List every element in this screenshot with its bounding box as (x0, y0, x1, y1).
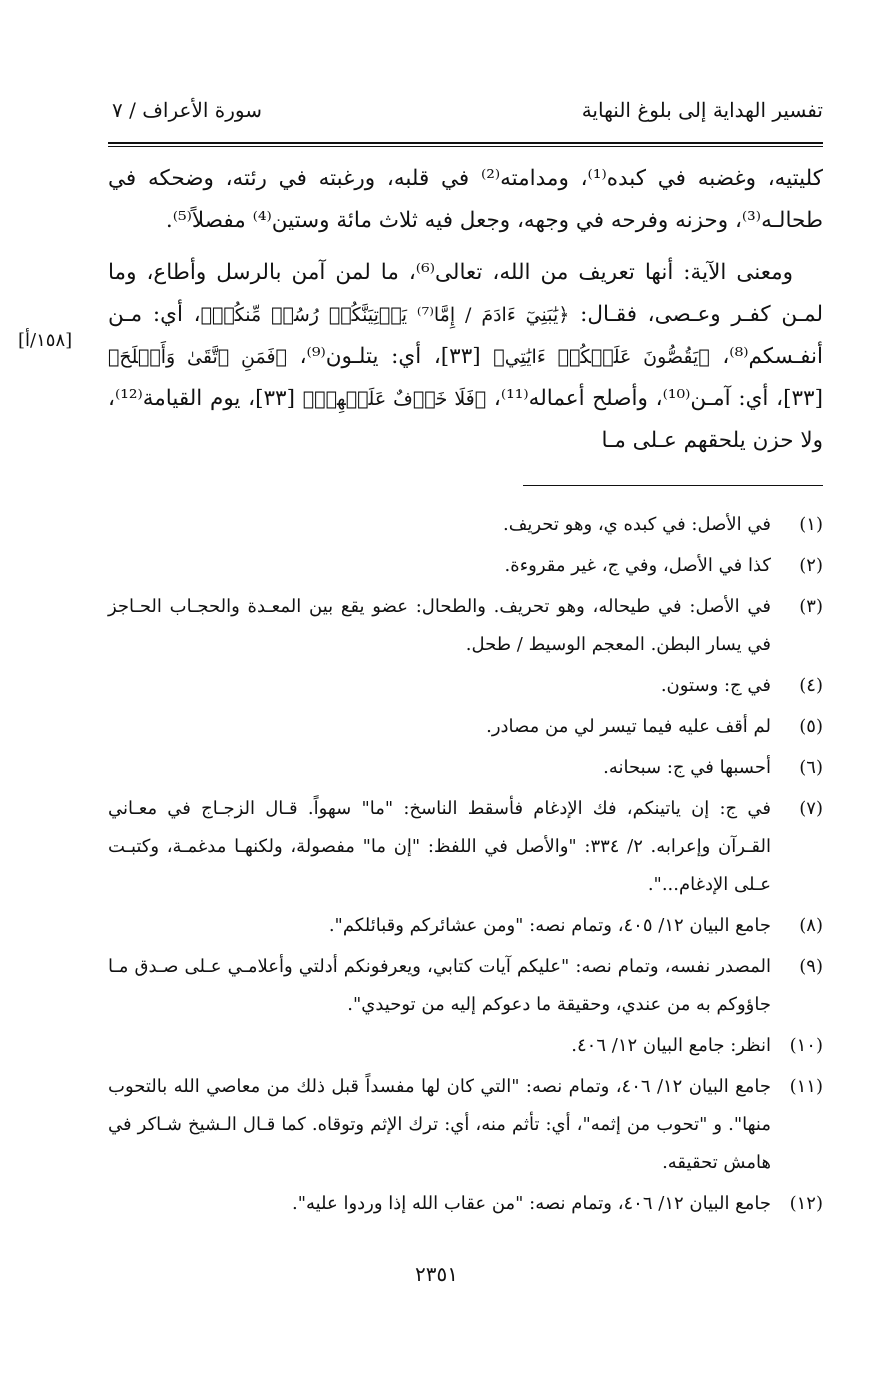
footnote-text: كذا في الأصل، وفي ج، غير مقروءة. (504, 555, 771, 576)
paragraph-2-text-a: ومعنى الآية: أنها تعريف من الله، تعالى⁽⁶⁾، ما لمن آمن بالرسل وأطاع، وما لمـن كفـر وعـصى، فقـال: (108, 260, 823, 327)
footnote (108, 506, 823, 544)
running-header-title: تفسير الهداية إلى بلوغ النهاية (581, 98, 823, 122)
footnote (108, 749, 823, 787)
footnote-text: لم أقف عليه فيما تيسر لي من مصادر. (486, 716, 771, 737)
footnote (108, 1185, 823, 1223)
footnote-text: أحسبها في ج: سبحانه. (603, 757, 771, 778)
main-text (108, 158, 823, 462)
manuscript-folio-note: [١٥٨/أ] (18, 330, 73, 351)
footnote (108, 948, 823, 1024)
footnote (108, 667, 823, 705)
quran-quote-2: ﴿يَقُصُّونَ عَلَيۡكُمۡ ءَايَٰتِي﴾ (493, 346, 710, 368)
paragraph-2-text-b: ، أي: مـن أنفـسكم⁽⁸⁾، (108, 302, 823, 369)
footnote-text: المصدر نفسه، وتمام نصه: "عليكم آيات كتابي، ويعرفونكم أدلتي وأعلامـي عـلى صـدق مـا جاؤوكم به من عندي، وحقيقة ما دعوكم إليه من توحيدي". (108, 956, 771, 1015)
footnote-text: في ج: وستون. (660, 675, 771, 696)
footnote-number: (٤) (799, 675, 823, 696)
footnote-number: (٩) (799, 956, 823, 977)
footnote-number: (١١) (789, 1076, 823, 1097)
paragraph-2-text-d: [٣٣]، أي: آمـن⁽¹⁰⁾، وأصلح أعماله⁽¹¹⁾، (486, 386, 823, 411)
footnote-number: (١٠) (789, 1035, 823, 1056)
paragraph-1: كليتيه، وغضبه في كبده⁽¹⁾، ومدامته⁽²⁾ في قلبه، ورغبته في رئته، وضحكه في طحالـه⁽³⁾، وحزنه وفرحه في وجهه، وجعل فيه ثلاث مائة وستين⁽⁴⁾ مفصلاً⁽⁵⁾. (108, 166, 824, 233)
paragraph-2-text-e: [٣٣]، يوم القيامة⁽¹²⁾، ولا حزن يلحقهم عـلى مـا (108, 386, 823, 453)
footnote-text: في ج: إن ياتينكم، فك الإدغام فأسقط الناسخ: "ما" سهواً. قـال الزجـاج في معـاني القـرآن وإعرابه. ٢/ ٣٣٤: "والأصل في اللفظ: "إن ما" مفصولة، ولكنهـا مدغمـة، وكتبـت عـلى الإدغام...". (108, 798, 771, 895)
footnote-text: انظر: جامع البيان ١٢/ ٤٠٦. (571, 1035, 771, 1056)
running-header-surah: سورة الأعراف / ٧ (112, 98, 263, 122)
footnote-number: (٧) (799, 798, 823, 819)
footnote-number: (٣) (799, 596, 823, 617)
footnotes (108, 506, 823, 1223)
footnote-text: جامع البيان ١٢/ ٤٠٥، وتمام نصه: "ومن عشائركم وقبائلكم". (328, 915, 771, 936)
footnote (108, 588, 823, 664)
footnote (108, 1068, 823, 1182)
page-number: ٢٣٥١ (415, 1262, 458, 1286)
quran-quote-1: ﴿يَٰبَنِيٓ ءَادَمَ / إِمَّا⁽⁷⁾ يَأۡتِيَنَّكُمۡ رُسُلٞ مِّنكُمۡ﴾ (200, 304, 570, 326)
footnote-number: (٨) (799, 915, 823, 936)
footnote-number: (٥) (799, 716, 823, 737)
footnote-number: (٦) (799, 757, 823, 778)
header-rule (108, 142, 823, 147)
footnote-text: في الأصل: في كبده ي، وهو تحريف. (503, 514, 771, 535)
footnote (108, 547, 823, 585)
footnote (108, 907, 823, 945)
footnote-number: (١٢) (789, 1193, 823, 1214)
footnote (108, 1027, 823, 1065)
footnote-text: جامع البيان ١٢/ ٤٠٦، وتمام نصه: "من عقاب الله إذا وردوا عليه". (291, 1193, 771, 1214)
paragraph-2-text-c: [٣٣]، أي: يتلـون⁽⁹⁾، (286, 344, 494, 369)
footnote-text: جامع البيان ١٢/ ٤٠٦، وتمام نصه: "التي كان لها مفسداً قبل ذلك من معاصي الله بالتحوب منها". و "تحوب من إثمه"، أي: تأثم منه، أي: ترك الإثم وتوقاه. كما قـال الـشيخ شـاكر في هامش تحقيقه. (108, 1076, 771, 1173)
quran-quote-4: ﴿فَلَا خَوۡفٌ عَلَيۡهِمۡ﴾ (302, 388, 487, 410)
footnote-separator (523, 485, 823, 486)
footnote (108, 790, 823, 904)
paragraph-2 (108, 252, 823, 462)
footnote-text: في الأصل: في طيحاله، وهو تحريف. والطحال: عضو يقع بين المعـدة والحجـاب الحـاجز في يسار البطن. المعجم الوسيط / طحل. (108, 596, 771, 655)
quran-quote-3: ﴿فَمَنِ ٱتَّقَىٰ وَأَصۡلَحَ﴾ (108, 346, 287, 368)
footnote-number: (٢) (799, 555, 823, 576)
footnote-number: (١) (799, 514, 823, 535)
footnote (108, 708, 823, 746)
